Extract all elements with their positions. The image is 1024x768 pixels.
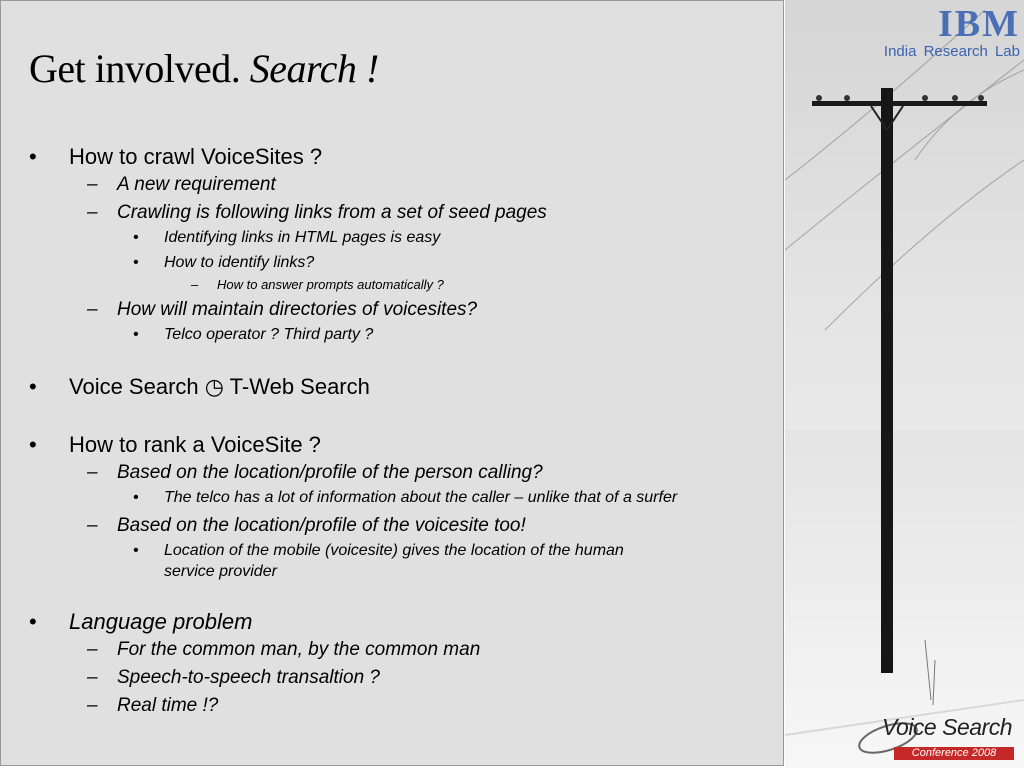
telephone-pole-image — [785, 0, 1024, 768]
bullet-marker: – — [191, 277, 199, 292]
bullet-marker: – — [87, 462, 98, 483]
bullet-text: Language problem — [69, 609, 253, 634]
bullet-list — [1, 1, 785, 767]
bullet-text: A new requirement — [117, 174, 276, 195]
ibm-logo: IBM — [938, 3, 1020, 45]
bullet-marker: • — [29, 609, 37, 634]
bullet-text: For the common man, by the common man — [117, 639, 481, 660]
bullet-text: The telco has a lot of information about the caller – unlike that of a surfer — [164, 489, 678, 506]
slide-title-plain: Get involved. — [29, 46, 241, 91]
bullet-marker: – — [87, 695, 98, 716]
bullet-text: Telco operator ? Third party ? — [164, 326, 374, 343]
bullet-text: How will maintain directories of voicesites? — [117, 299, 478, 320]
bullet-marker: – — [87, 202, 98, 223]
slide-title-italic: Search ! — [249, 46, 379, 91]
bullet-text: Based on the location/profile of the voicesite too! — [117, 515, 526, 536]
bullet-marker: • — [133, 229, 139, 246]
bullet-marker: – — [87, 667, 98, 688]
bullet-marker: – — [87, 174, 98, 195]
bullet-marker: • — [29, 144, 37, 169]
bullet-text: service provider — [164, 563, 277, 580]
bullet-marker: • — [133, 254, 139, 271]
bullet-text: How to rank a VoiceSite ? — [69, 432, 321, 457]
bullet-marker: • — [29, 432, 37, 457]
bullet-text: Based on the location/profile of the person calling? — [117, 462, 543, 483]
bullet-marker: • — [133, 489, 139, 506]
conference-logo-text: Voice Search — [882, 714, 1012, 740]
bullet-text: Crawling is following links from a set of seed pages — [117, 202, 547, 223]
bullet-text: Speech-to-speech transaltion ? — [117, 667, 380, 688]
bullet-text: Identifying links in HTML pages is easy — [164, 229, 441, 246]
conference-logo — [856, 714, 1016, 762]
side-image-panel — [785, 0, 1024, 768]
ibm-lab-name: India Research Lab — [883, 43, 1020, 60]
bullet-text: How to answer prompts automatically ? — [217, 277, 444, 292]
bullet-text: Voice Search ◷ T-Web Search — [69, 374, 370, 399]
bullet-marker: • — [133, 542, 139, 559]
bullet-text: How to identify links? — [164, 254, 315, 271]
bullet-text: Location of the mobile (voicesite) gives the location of the human — [164, 542, 624, 559]
bullet-marker: – — [87, 639, 98, 660]
bullet-text: Real time !? — [117, 695, 219, 716]
bullet-marker: • — [133, 326, 139, 343]
bullet-marker: – — [87, 299, 98, 320]
conference-logo-band: Conference 2008 — [894, 747, 1014, 760]
bullet-text: How to crawl VoiceSites ? — [69, 144, 323, 169]
bullet-marker: • — [29, 374, 37, 399]
bullet-marker: – — [87, 515, 98, 536]
